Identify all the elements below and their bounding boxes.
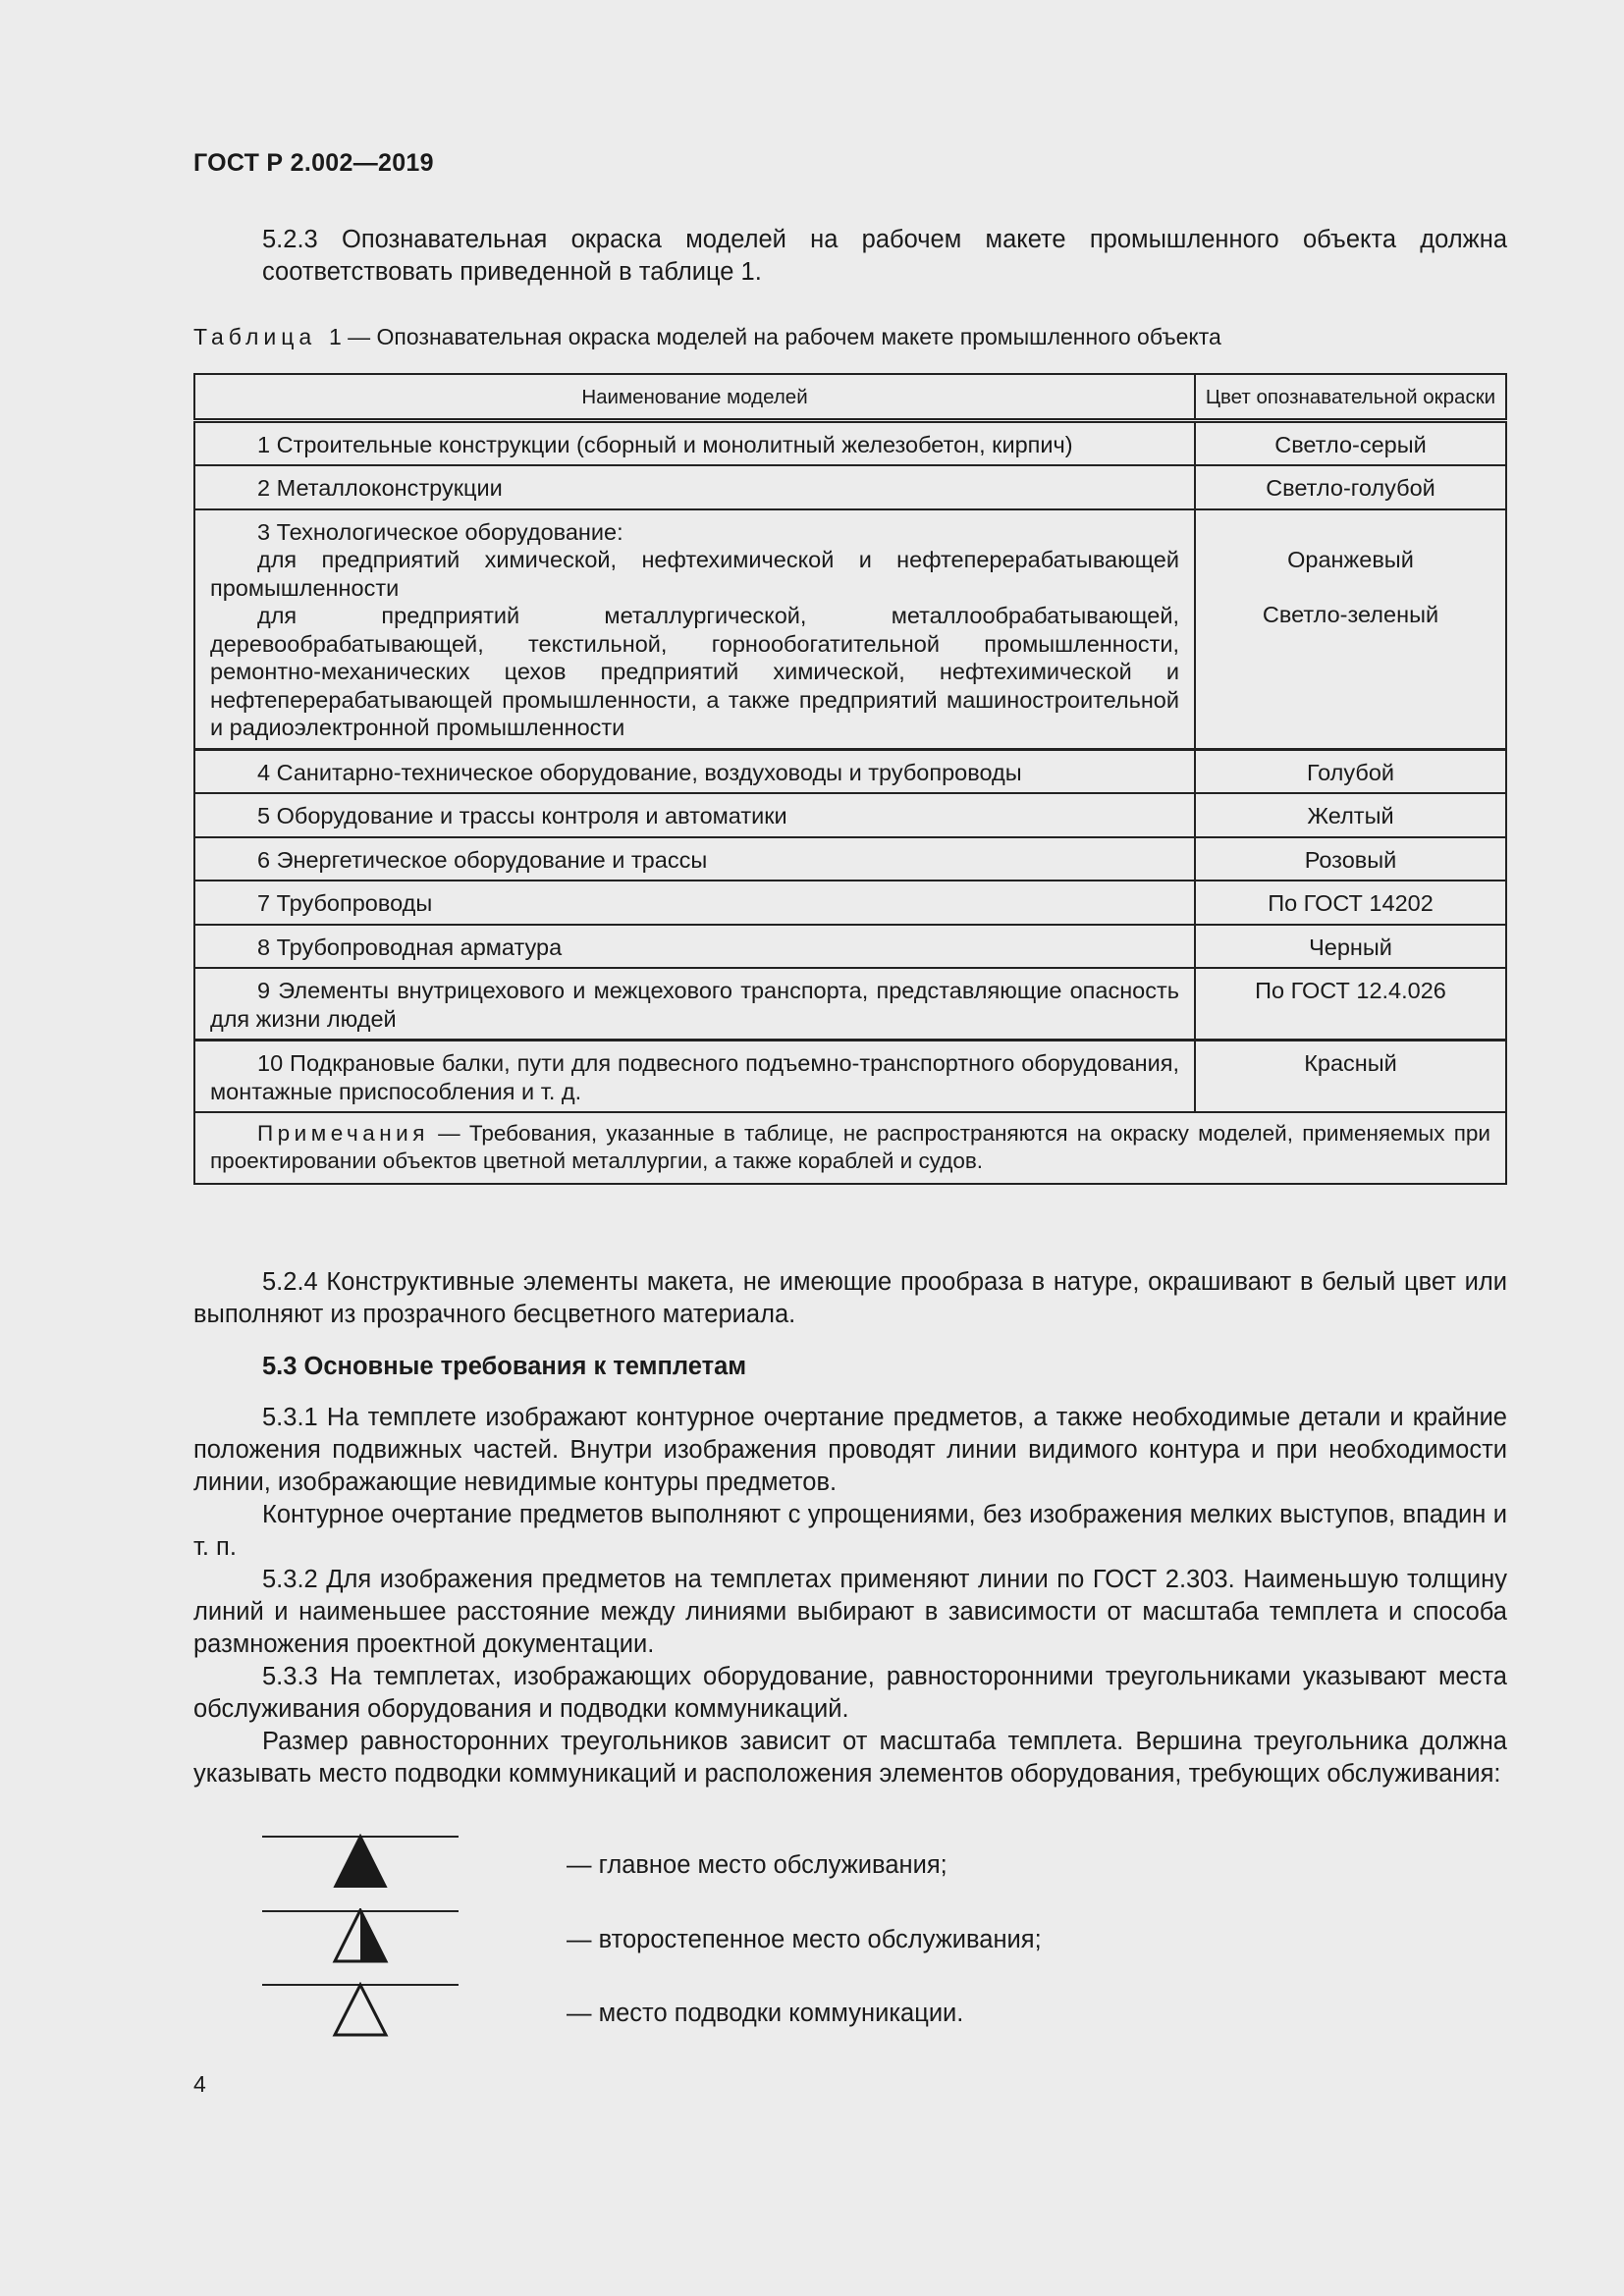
col-header-color: Цвет опознавательной окраски <box>1195 374 1506 420</box>
row-color: По ГОСТ 14202 <box>1195 881 1506 925</box>
row-color-b: Светло-зеленый <box>1262 602 1439 627</box>
row-color: Розовый <box>1195 837 1506 881</box>
half-filled-triangle-icon <box>331 1908 390 1963</box>
legend-comm: — место подводки коммуникации. <box>567 2000 964 2027</box>
row-name: 10 Подкрановые балки, пути для подвесного подъемно-транспортного оборудования, монтажные приспособления и т. д. <box>210 1050 1179 1104</box>
legend-secondary: — второстепенное место обслуживания; <box>567 1926 1042 1953</box>
row-name: 5 Оборудование и трассы контроля и автоматики <box>257 803 787 828</box>
table-row <box>194 793 1506 837</box>
table-row <box>194 1041 1506 1113</box>
row-name: 7 Трубопроводы <box>257 890 433 916</box>
paragraph-5-2-4: 5.2.4 Конструктивные элементы макета, не имеющие прообраза в натуре, окрашивают в белый цвет или выполняют из прозрачного бесцветного материала. <box>193 1268 1507 1328</box>
table-row <box>194 749 1506 793</box>
row-color: Красный <box>1195 1041 1506 1113</box>
color-table <box>193 373 1507 1185</box>
row-color-a: Оранжевый <box>1287 546 1414 572</box>
table-header-row <box>194 374 1506 420</box>
paragraph-5-2-3: 5.2.3 Опознавательная окраска моделей на рабочем макете промышленного объекта должна соответствовать приведенной в таблице 1. <box>262 226 1507 286</box>
table-row <box>194 837 1506 881</box>
row-name: 8 Трубопроводная арматура <box>257 934 563 960</box>
table-note-word: Примечания <box>257 1121 429 1146</box>
row-name: 2 Металлоконструкции <box>257 475 503 501</box>
row-color: Желтый <box>1195 793 1506 837</box>
table-note <box>210 1120 1490 1175</box>
row-name: 1 Строительные конструкции (сборный и монолитный железобетон, кирпич) <box>257 431 1073 457</box>
table-row <box>194 968 1506 1041</box>
page-number: 4 <box>193 2071 206 2097</box>
row-name: 6 Энергетическое оборудование и трассы <box>257 846 708 873</box>
table-row <box>194 465 1506 509</box>
table-caption <box>193 324 1221 350</box>
section-title-5-3: 5.3 Основные требования к темплетам <box>262 1353 747 1380</box>
outline-triangle-icon <box>331 1982 390 2037</box>
document-header: ГОСТ Р 2.002—2019 <box>193 149 434 177</box>
row-color: Черный <box>1195 925 1506 969</box>
paragraph-5-3-2: 5.3.2 Для изображения предметов на темплетах применяют линии по ГОСТ 2.303. Наименьшую толщину линий и наименьшее расстояние между линиями выбирают в зависимости от масштаба темплета и способа размножения проектной документации. <box>193 1566 1507 1658</box>
legend-main: — главное место обслуживания; <box>567 1851 947 1879</box>
row-name-sub-b: для предприятий металлургической, металлообрабатывающей, деревообрабатывающей, текстильной, горнообогатительной промышленности, ремонтно-механических цехов предприятий химической, нефтехимической и нефтеперерабатывающей промышленности, а также предприятий машиностроительной и радиоэлектронной промышленности <box>210 603 1179 740</box>
row-color: Светло-серый <box>1195 420 1506 465</box>
paragraph-5-3-3b: Размер равносторонних треугольников зависит от масштаба темплета. Вершина треугольника должна указывать место подводки коммуникаций и расположения элементов оборудования, требующих обслуживания: <box>193 1728 1507 1788</box>
table-caption-text: 1 — Опознавательная окраска моделей на рабочем макете промышленного объекта <box>328 324 1221 349</box>
paragraph-5-3-3: 5.3.3 На темплетах, изображающих оборудование, равносторонними треугольниками указывают места обслуживания оборудования и подводки коммуникаций. <box>193 1663 1507 1723</box>
table-row <box>194 509 1506 750</box>
table-note-text: — Требования, указанные в таблице, не распространяются на окраску моделей, применяемых при проектировании объектов цветной металлургии, а также кораблей и судов. <box>210 1121 1490 1173</box>
table-row <box>194 881 1506 925</box>
paragraph-5-3-1b: Контурное очертание предметов выполняют с упрощениями, без изображения мелких выступов, впадин и т. п. <box>193 1501 1507 1561</box>
table-row <box>194 420 1506 465</box>
row-name: 4 Санитарно-техническое оборудование, воздуховоды и трубопроводы <box>257 759 1022 785</box>
table-caption-word: Таблица <box>193 324 317 349</box>
row-name-title: 3 Технологическое оборудование: <box>257 518 623 545</box>
filled-triangle-icon <box>331 1834 390 1889</box>
paragraph-5-3-1: 5.3.1 На темплете изображают контурное очертание предметов, а также необходимые детали и крайние положения подвижных частей. Внутри изображения проводят линии видимого контура и при необходимости линии, изображающие невидимые контуры предметов. Контурное очертание предметов выполняют с упрощениями, без изображения мелких выступов, впадин и т. п. 5.3.2 Для изображения предметов на темплетах применяют линии по ГОСТ 2.303. Наименьшую толщину линий и наименьшее расстояние между линиями выбирают в зависимости от масштаба темплета и способа размножения проектной документации. 5.3.3 На темплетах, изображающих оборудование, равносторонними треугольниками указывают места обслуживания оборудования и подводки коммуникаций. Размер равносторонних треугольников зависит от масштаба темплета. Вершина треугольника должна указывать место подводки коммуникаций и расположения элементов оборудования, требующих обслуживания: <box>193 1402 1507 1790</box>
row-color: Голубой <box>1195 749 1506 793</box>
row-name: 9 Элементы внутрицехового и межцехового транспорта, представляющие опасность для жизни людей <box>210 978 1179 1032</box>
row-color: Светло-голубой <box>1195 465 1506 509</box>
row-name-sub-a: для предприятий химической, нефтехимической и нефтеперерабатывающей промышленности <box>210 547 1179 601</box>
table-row <box>194 925 1506 969</box>
col-header-name: Наименование моделей <box>194 374 1195 420</box>
table-note-row <box>194 1112 1506 1184</box>
row-color: По ГОСТ 12.4.026 <box>1195 968 1506 1041</box>
